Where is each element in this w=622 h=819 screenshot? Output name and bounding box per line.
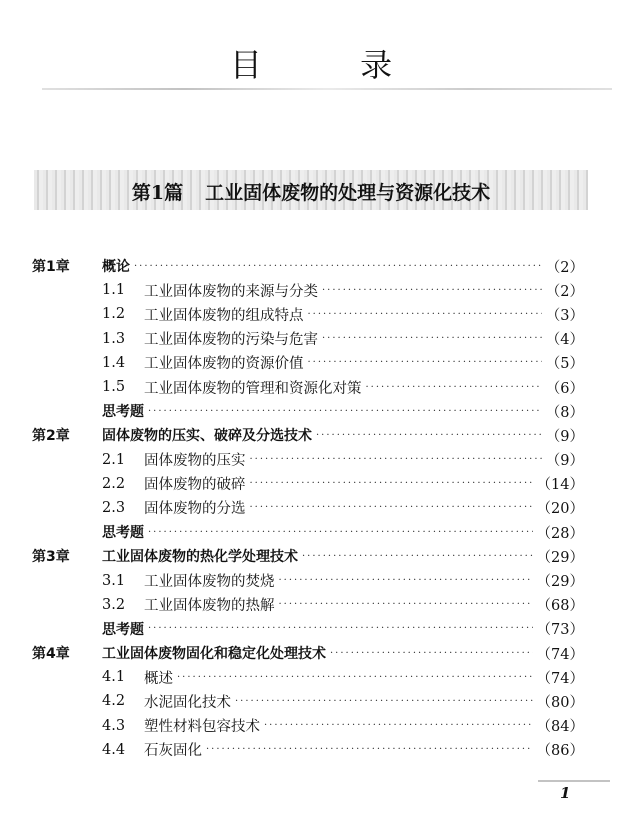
toc-number: 第2章 bbox=[32, 428, 70, 445]
toc-number: 2.1 bbox=[102, 451, 126, 468]
toc-leader bbox=[330, 648, 533, 659]
toc-review-row[interactable] bbox=[32, 617, 584, 641]
toc-number: 第1章 bbox=[32, 259, 70, 276]
toc-page: （8） bbox=[545, 404, 584, 421]
toc-leader bbox=[148, 527, 533, 538]
toc-label: 固体废物的分选 bbox=[144, 501, 246, 518]
toc-label: 石灰固化 bbox=[144, 743, 202, 760]
toc-page: （28） bbox=[536, 525, 584, 542]
toc-number: 第3章 bbox=[32, 549, 70, 566]
toc-number: 4.3 bbox=[102, 717, 126, 734]
toc-chapter-row[interactable] bbox=[32, 544, 584, 568]
toc-review-row[interactable] bbox=[32, 399, 584, 423]
toc-page: （20） bbox=[536, 501, 584, 518]
toc-leader bbox=[148, 406, 542, 417]
toc-section-row[interactable] bbox=[32, 448, 584, 472]
toc-leader bbox=[206, 744, 533, 755]
toc-page: （86） bbox=[536, 743, 584, 760]
toc-number: 1.1 bbox=[102, 282, 126, 299]
part-heading bbox=[0, 178, 622, 205]
toc-leader bbox=[235, 696, 533, 707]
toc-number: 4.4 bbox=[102, 741, 126, 758]
toc-leader bbox=[308, 357, 542, 368]
toc-number: 2.2 bbox=[102, 475, 126, 492]
toc-leader bbox=[250, 502, 533, 513]
toc-label: 固体废物的压实、破碎及分选技术 bbox=[102, 428, 312, 445]
toc-leader bbox=[316, 430, 542, 441]
toc-page: （9） bbox=[545, 428, 584, 445]
toc-section-row[interactable] bbox=[32, 738, 584, 762]
toc-section-row[interactable] bbox=[32, 593, 584, 617]
toc-label: 概论 bbox=[102, 259, 130, 276]
toc-page: （29） bbox=[536, 549, 584, 566]
toc-leader bbox=[302, 551, 533, 562]
toc-page: （29） bbox=[536, 574, 584, 591]
table-of-contents bbox=[32, 254, 584, 762]
toc-label: 工业固体废物的管理和资源化对策 bbox=[144, 380, 362, 397]
toc-page: （2） bbox=[545, 259, 584, 276]
toc-section-row[interactable] bbox=[32, 351, 584, 375]
toc-label: 思考题 bbox=[102, 621, 144, 638]
toc-leader bbox=[177, 672, 533, 683]
toc-number: 1.5 bbox=[102, 379, 126, 396]
toc-section-row[interactable] bbox=[32, 472, 584, 496]
toc-leader bbox=[308, 309, 542, 320]
toc-leader bbox=[322, 333, 542, 344]
toc-label: 工业固体废物的污染与危害 bbox=[144, 332, 318, 349]
toc-label: 工业固体废物的组成特点 bbox=[144, 307, 304, 324]
toc-label: 固体废物的破碎 bbox=[144, 477, 246, 494]
toc-leader bbox=[134, 261, 542, 272]
toc-number: 1.4 bbox=[102, 354, 126, 371]
toc-leader bbox=[279, 575, 533, 586]
toc-label: 工业固体废物的来源与分类 bbox=[144, 283, 318, 300]
toc-label: 思考题 bbox=[102, 404, 144, 421]
toc-number: 1.3 bbox=[102, 330, 126, 347]
toc-number: 4.1 bbox=[102, 669, 126, 686]
toc-page: （74） bbox=[536, 670, 584, 687]
page-title: 目 录 bbox=[229, 46, 437, 84]
toc-number: 2.3 bbox=[102, 499, 126, 516]
toc-section-row[interactable] bbox=[32, 278, 584, 302]
toc-section-row[interactable] bbox=[32, 496, 584, 520]
toc-section-row[interactable] bbox=[32, 689, 584, 713]
toc-page: （80） bbox=[536, 694, 584, 711]
folio-divider bbox=[538, 780, 610, 782]
title-divider bbox=[42, 88, 612, 90]
part-title-text: 工业固体废物的处理与资源化技术 bbox=[205, 182, 491, 204]
toc-label: 思考题 bbox=[102, 525, 144, 542]
toc-chapter-row[interactable] bbox=[32, 423, 584, 447]
toc-label: 固体废物的压实 bbox=[144, 453, 246, 470]
toc-number: 3.1 bbox=[102, 572, 126, 589]
toc-leader bbox=[366, 382, 542, 393]
toc-leader bbox=[250, 478, 533, 489]
toc-page: （9） bbox=[545, 453, 584, 470]
toc-label: 工业固体废物固化和稳定化处理技术 bbox=[102, 646, 326, 663]
toc-number: 4.2 bbox=[102, 693, 126, 710]
toc-section-row[interactable] bbox=[32, 375, 584, 399]
toc-page: （84） bbox=[536, 719, 584, 736]
toc-label: 工业固体废物的焚烧 bbox=[144, 574, 275, 591]
toc-leader bbox=[279, 599, 533, 610]
toc-section-row[interactable] bbox=[32, 665, 584, 689]
toc-chapter-row[interactable] bbox=[32, 254, 584, 278]
toc-label: 工业固体废物的热解 bbox=[144, 598, 275, 615]
page-number: 1 bbox=[560, 784, 571, 802]
toc-page: （4） bbox=[545, 332, 584, 349]
toc-number: 第4章 bbox=[32, 646, 70, 663]
toc-section-row[interactable] bbox=[32, 568, 584, 592]
toc-page: （2） bbox=[545, 283, 584, 300]
toc-page: （3） bbox=[545, 307, 584, 324]
toc-number: 3.2 bbox=[102, 596, 126, 613]
toc-page: （73） bbox=[536, 622, 584, 639]
part-label: 第1篇 bbox=[131, 182, 184, 204]
toc-label: 工业固体废物的热化学处理技术 bbox=[102, 549, 298, 566]
toc-page: （6） bbox=[545, 380, 584, 397]
toc-section-row[interactable] bbox=[32, 302, 584, 326]
toc-leader bbox=[322, 285, 542, 296]
toc-label: 工业固体废物的资源价值 bbox=[144, 356, 304, 373]
toc-review-row[interactable] bbox=[32, 520, 584, 544]
toc-leader bbox=[264, 720, 533, 731]
toc-number: 1.2 bbox=[102, 306, 126, 323]
toc-section-row[interactable] bbox=[32, 714, 584, 738]
toc-label: 水泥固化技术 bbox=[144, 694, 231, 711]
toc-chapter-row[interactable] bbox=[32, 641, 584, 665]
toc-page: （74） bbox=[536, 646, 584, 663]
toc-page: （68） bbox=[536, 598, 584, 615]
toc-leader bbox=[148, 623, 533, 634]
toc-leader bbox=[250, 454, 542, 465]
toc-page: （14） bbox=[536, 477, 584, 494]
toc-page: （5） bbox=[545, 356, 584, 373]
toc-label: 概述 bbox=[144, 670, 173, 687]
toc-label: 塑性材料包容技术 bbox=[144, 719, 260, 736]
toc-section-row[interactable] bbox=[32, 327, 584, 351]
